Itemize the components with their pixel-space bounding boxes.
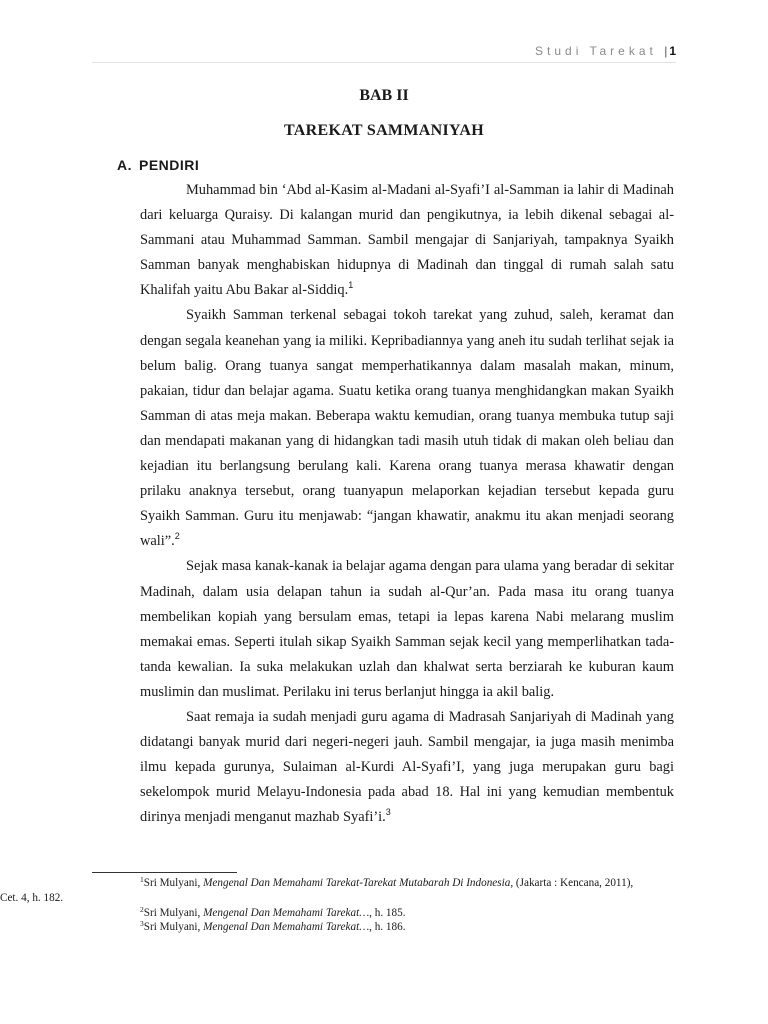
chapter-title: TAREKAT SAMMANIYAH — [284, 122, 484, 139]
footnote-title: Mengenal Dan Memahami Tarekat-Tarekat Mutabarah Di Indonesia, — [203, 877, 514, 889]
paragraph — [140, 303, 674, 554]
running-header — [535, 44, 676, 58]
paragraph — [140, 554, 674, 705]
paragraph-text: Saat remaja ia sudah menjadi guru agama di Madrasah Sanjariyah di Madinah yang didatangi banyak murid dari negeri-negeri jauh. Sambil mengajar, ia juga masih menimba ilmu kepada gurunya, Sulaiman al-Kurdi Al-Syafi’I, yang juga merupakan guru bagi sekelompok murid Melayu-Indonesia pada abad 18. Hal ini yang kemudian membentuk dirinya menjadi menganut mazhab Syafi’i. — [140, 708, 674, 826]
paragraph — [140, 178, 674, 303]
footnote-ref: 3 — [385, 807, 391, 818]
running-title: Studi Tarekat — [535, 44, 657, 58]
footnote-author: Sri Mulyani, — [143, 906, 204, 919]
footnote-rest: (Jakarta : Kencana, 2011), Cet. 4, h. 182. — [0, 877, 634, 904]
footnote-ref: 2 — [174, 531, 180, 542]
footnote — [0, 920, 640, 935]
footnote-rest: , h. 185. — [369, 906, 406, 919]
footnote-author: Sri Mulyani, — [143, 877, 204, 889]
footnote-rest: , h. 186. — [369, 921, 406, 934]
header-separator: | — [664, 44, 670, 58]
footnote-title: Mengenal Dan Memahami Tarekat… — [203, 921, 370, 934]
page-number: 1 — [669, 44, 676, 58]
footnote-number: 2 — [140, 904, 144, 914]
paragraph-text: Syaikh Samman terkenal sebagai tokoh tarekat yang zuhud, saleh, keramat dan dengan segala keanehan yang ia miliki. Kepribadiannya yang aneh itu sudah terlihat sejak ia belum balig. Orang tuanya sangat memperhatikannya dalam masalah makan, minum, pakaian, tidur dan belajar agama. Suatu ketika orang tuanya menghidangkan makan Syaikh Samman di atas meja makan. Beberapa waktu kemudian, orang tuanya membuka tutup saji dan mendapati makanan yang di hidangkan tadi masih utuh tidak di makan oleh beliau dan kejadian itu berlangsung berulang kali. Karena orang tuanya merasa khawatir dengan prilaku anaknya tersebut, orang tuanyapun melaporkan kejadian tersebut kepada guru Syaikh Samman. Guru itu menjawab: “jangan khawatir, anakmu itu akan menjadi seorang wali”. — [140, 307, 674, 550]
section-heading-text: PENDIRI — [139, 157, 200, 173]
header-rule — [92, 62, 676, 63]
footnote-title: Mengenal Dan Memahami Tarekat… — [203, 906, 370, 919]
body-text — [140, 178, 674, 830]
footnote-number: 3 — [140, 919, 144, 929]
section-heading — [117, 157, 199, 173]
section-marker: A. — [117, 157, 132, 173]
chapter-label: BAB II — [359, 87, 409, 104]
footnote-separator — [92, 872, 237, 873]
footnote-number: 1 — [140, 875, 144, 884]
footnote-ref: 1 — [348, 280, 354, 291]
footnote-author: Sri Mulyani, — [143, 921, 204, 934]
footnote — [0, 906, 640, 921]
paragraph — [140, 705, 674, 830]
footnotes — [0, 876, 640, 935]
paragraph-text: Muhammad bin ‘Abd al-Kasim al-Madani al-Syafi’I al-Samman ia lahir di Madinah dari keluarga Quraisy. Di kalangan murid dan pengikutnya, ia lebih dikenal sebagai al-Sammani atau Muhammad Samman. Sambil mengajar di Sanjariyah, tampaknya Syaikh Samman banyak menghabiskan hidupnya di Madinah dan tinggal di rumah salah satu Khalifah yaitu Abu Bakar al-Siddiq. — [140, 182, 674, 299]
footnote — [0, 876, 640, 906]
paragraph-text: Sejak masa kanak-kanak ia belajar agama dengan para ulama yang beradar di sekitar Madinah, dalam usia delapan tahun ia sudah al-Qur’an. Pada masa itu orang tuanya membelikan kopiah yang bersulam emas, tetapi ia lepas karena Nabi melarang muslim memakai emas. Seperti itulah sikap Syaikh Samman sejak kecil yang memperlihatkan tada-tanda kewalian. Ia suka melakukan uzlah dan khalwat serta berziarah ke kuburan kaum muslimin dan muslimat. Perilaku ini terus berlanjut hingga ia akil balig. — [140, 558, 674, 700]
